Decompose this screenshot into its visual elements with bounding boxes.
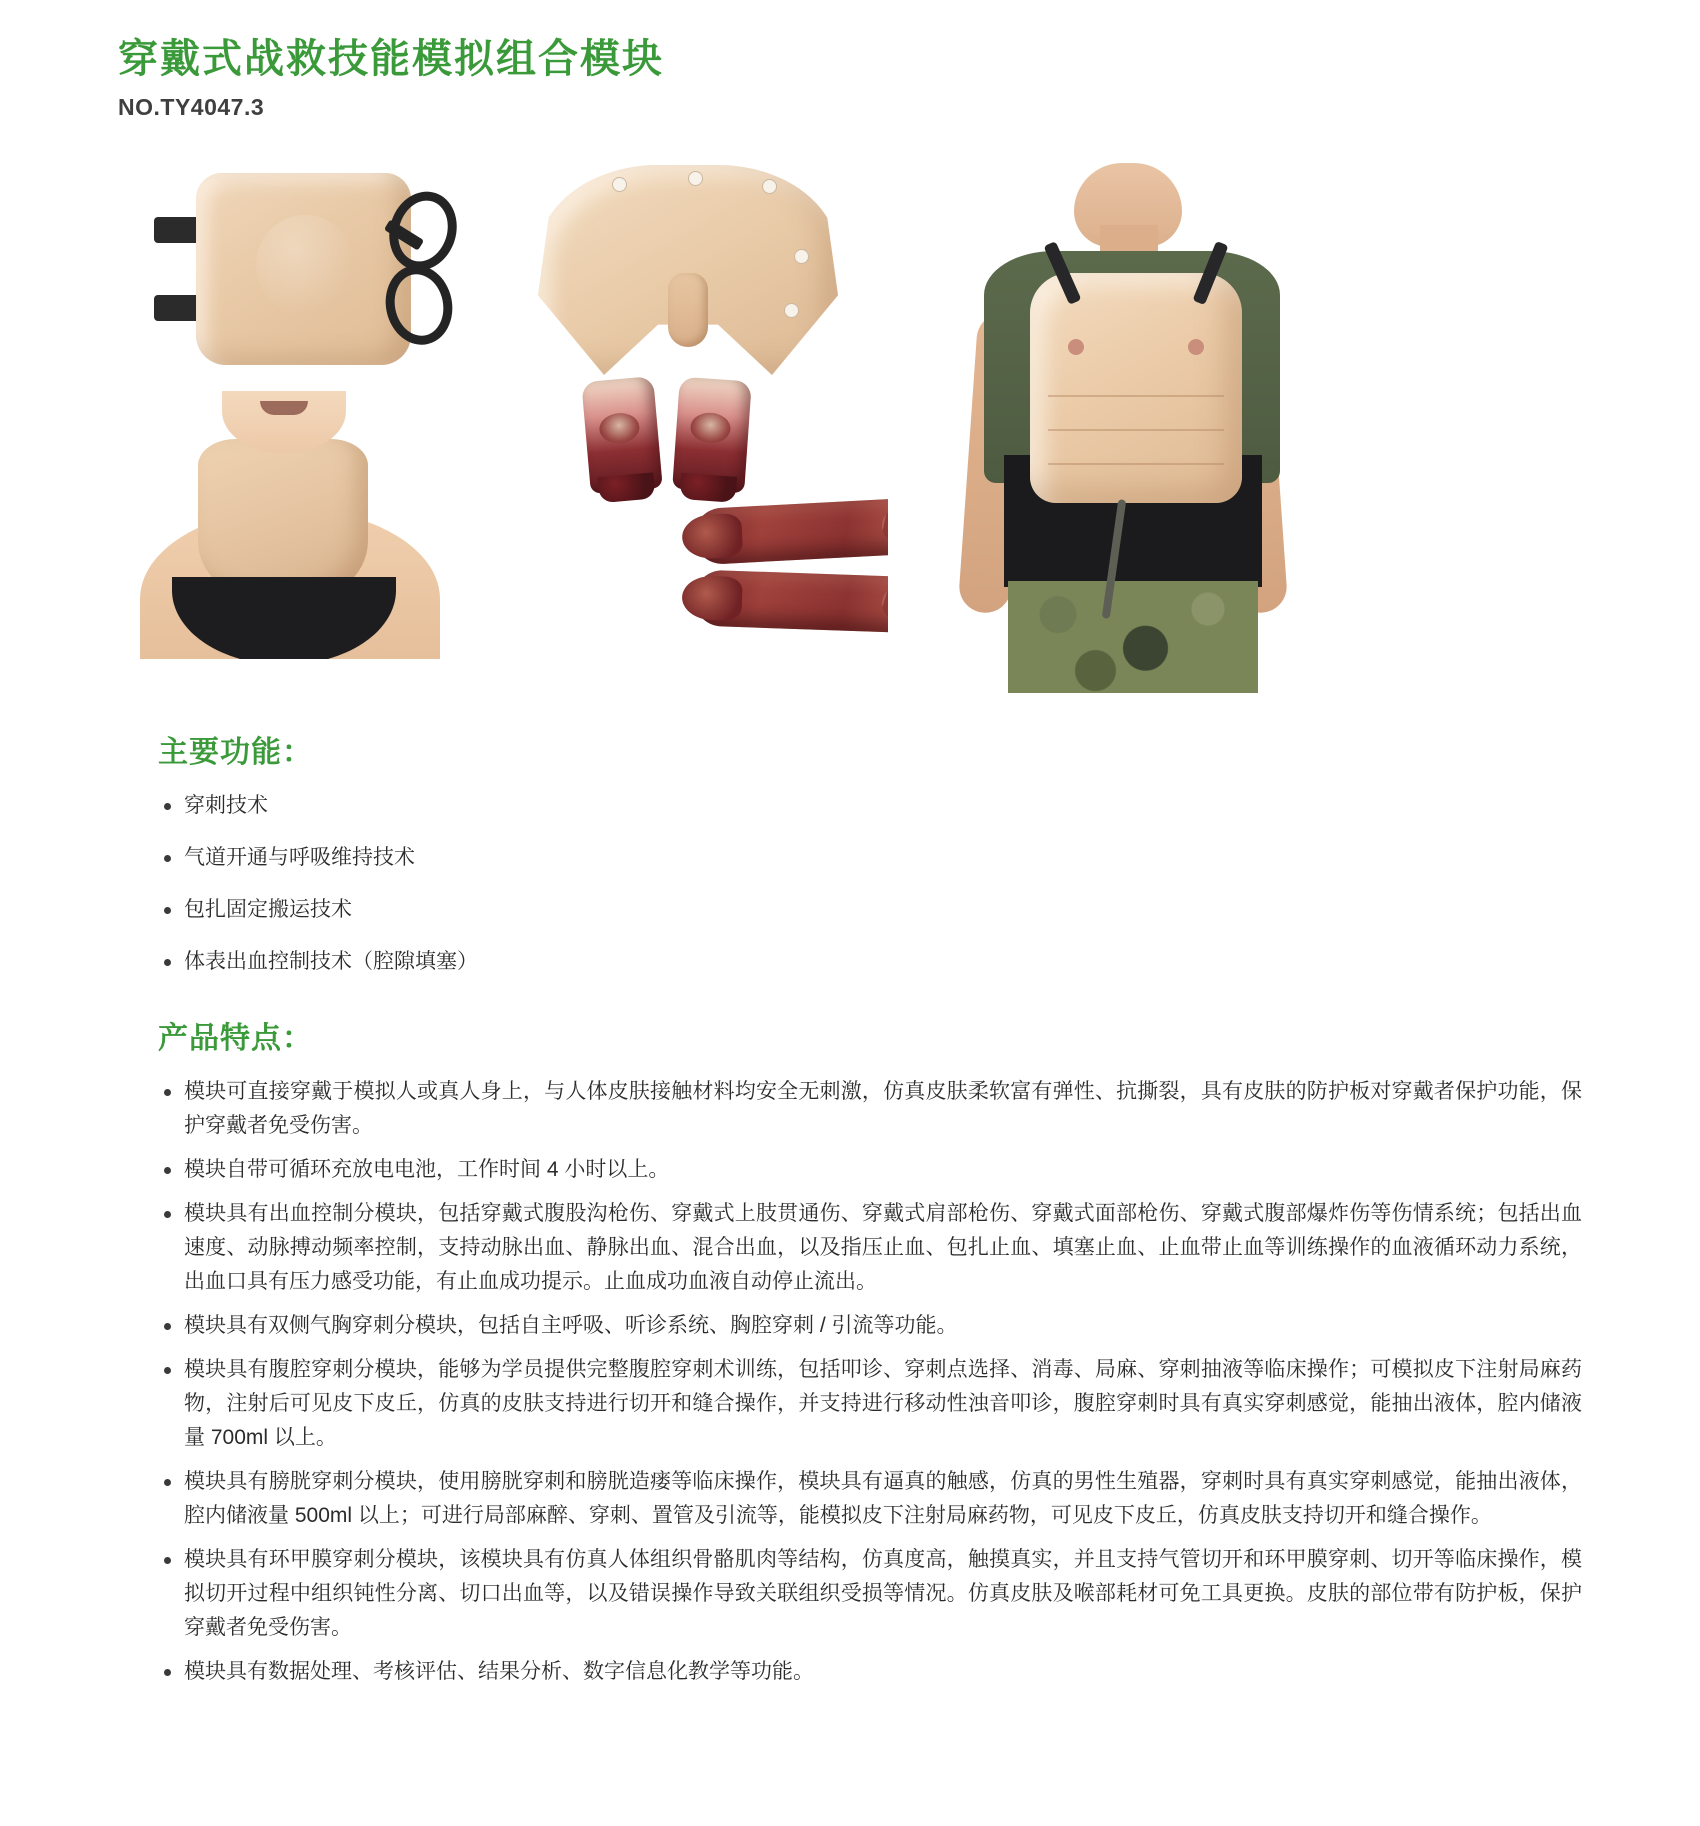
list-item: 模块自带可循环充放电电池，工作时间 4 小时以上。 (162, 1153, 1582, 1187)
list-item: 模块具有环甲膜穿刺分模块，该模块具有仿真人体组织骨骼肌肉等结构，仿真度高，触摸真实，并且支持气管切开和环甲膜穿刺、切开等临床操作，模拟切开过程中组织钝性分离、切口出血等，以及错误操作导致关联组织受损等情况。仿真皮肤及喉部耗材可免工具更换。皮肤的部位带有防护板，保护穿戴者免受伤害。 (162, 1543, 1582, 1645)
worn-chest-module (1030, 273, 1242, 503)
product-image-gallery (118, 163, 1582, 693)
list-item: 模块具有数据处理、考核评估、结果分析、数字信息化教学等功能。 (162, 1655, 1582, 1689)
list-item: 体表出血控制技术（腔隙填塞） (162, 945, 1582, 979)
list-item: 模块可直接穿戴于模拟人或真人身上，与人体皮肤接触材料均安全无刺激，仿真皮肤柔软富有弹性、抗撕裂，具有皮肤的防护板对穿戴者保护功能，保护穿戴者免受伤害。 (162, 1075, 1582, 1143)
abdominal-muscle-line (1048, 429, 1224, 431)
snap-fastener-icon (762, 179, 777, 194)
abdominal-muscle-line (1048, 395, 1224, 397)
model-camouflage-trousers (1008, 581, 1258, 693)
snap-fastener-icon (612, 177, 627, 192)
product-model-number: NO.TY4047.3 (118, 94, 265, 120)
list-item: 包扎固定搬运技术 (162, 893, 1582, 927)
main-functions-heading: 主要功能： (158, 736, 313, 769)
list-item: 穿刺技术 (162, 789, 1582, 823)
chest-module-nipple (1188, 339, 1204, 355)
chest-plate-body (196, 173, 411, 365)
page-header (118, 34, 1582, 121)
list-item: 模块具有出血控制分模块，包括穿戴式腹股沟枪伤、穿戴式上肢贯通伤、穿戴式肩部枪伤、穿戴式面部枪伤、穿戴式腹部爆炸伤等伤情系统；包括出血速度、动脉搏动频率控制，支持动脉出血、静脉出血、混合出血，以及指压止血、包扎止血、填塞止血、止血带止血等训练操作的血液循环动力系统，出血口具有压力感受功能，有止血成功提示。止血成功血液自动停止流出。 (162, 1197, 1582, 1299)
pelvic-groin-module-image (538, 165, 838, 375)
main-functions-section (118, 727, 1582, 979)
list-item: 模块具有腹腔穿刺分模块，能够为学员提供完整腹腔穿刺术训练，包括叩诊、穿刺点选择、消毒、局麻、穿刺抽液等临床操作；可模拟皮下注射局麻药物，注射后可见皮下皮丘，仿真的皮肤支持进行切开和缝合操作，并支持进行移动性浊音叩诊，腹腔穿刺时具有真实穿刺感觉，能抽出液体，腔内储液量 700ml 以上。 (162, 1353, 1582, 1455)
traumatic-hand-wounds-image (580, 379, 770, 494)
wounded-hand (581, 376, 662, 494)
list-item: 气道开通与呼吸维持技术 (162, 841, 1582, 875)
model-mouth (260, 401, 308, 415)
wounded-hand (672, 377, 752, 494)
chest-plate-with-straps-image (146, 173, 466, 373)
list-item: 模块具有双侧气胸穿刺分模块，包括自主呼吸、听诊系统、胸腔穿刺 / 引流等功能。 (162, 1309, 1582, 1343)
abdominal-muscle-line (1048, 463, 1224, 465)
page-title: 穿戴式战救技能模拟组合模块 (118, 37, 664, 81)
product-features-heading: 产品特点： (158, 1022, 313, 1056)
model-wearing-chest-module-image (888, 163, 1358, 693)
chest-module-nipple (1068, 339, 1084, 355)
snap-fastener-icon (688, 171, 703, 186)
snap-fastener-icon (784, 303, 799, 318)
male-genital-simulation (668, 273, 708, 347)
neck-cricothyroid-collar-image (140, 391, 440, 659)
product-features-section (118, 1013, 1582, 1689)
snap-fastener-icon (794, 249, 809, 264)
product-features-list (118, 1075, 1582, 1689)
list-item: 模块具有膀胱穿刺分模块，使用膀胱穿刺和膀胱造瘘等临床操作，模块具有逼真的触感，仿真的男性生殖器，穿刺时具有真实穿刺感觉，能抽出液体，腔内储液量 500ml 以上；可进行局部麻醉、穿刺、置管及引流等，能模拟皮下注射局麻药物，可见皮下皮丘，仿真皮肤支持切开和缝合操作。 (162, 1465, 1582, 1533)
main-functions-list (118, 789, 1582, 979)
